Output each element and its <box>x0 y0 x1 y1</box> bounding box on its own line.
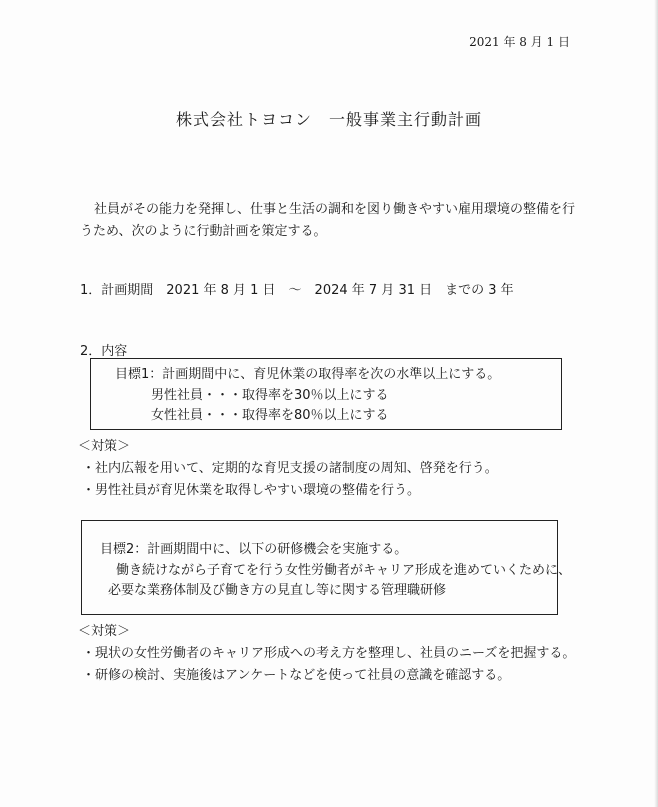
intro-line-1: 社員がその能力を発揮し、仕事と生活の調和を図り働きやすい雇用環境の整備を行 <box>94 202 576 217</box>
measures-1-item: ・男性社員が育児休業を取得しやすい環境の整備を行う。 <box>82 483 421 498</box>
measures-2-item: ・研修の検討、実施後はアンケートなどを使って社員の意識を確認する。 <box>82 668 511 683</box>
document-date: 2021 年 8 月 1 日 <box>469 35 570 49</box>
goal-1-female-target: 女性社員・・・取得率を80％以上にする <box>151 408 389 423</box>
goal-2-line-3: 必要な業務体制及び働き方の見直し等に関する管理職研修 <box>108 583 447 598</box>
plan-period: 1．計画期間 2021 年 8 月 1 日 ～ 2024 年 7 月 31 日 までの 3 年 <box>80 283 514 298</box>
measures-1 <box>78 436 498 502</box>
goal-2-box <box>81 520 572 615</box>
document-title: 株式会社トヨコン 一般事業主行動計画 <box>175 110 482 129</box>
goal-1-male-target: 男性社員・・・取得率を30％以上にする <box>151 388 389 403</box>
intro-line-2: うため、次のように行動計画を策定する。 <box>80 224 327 239</box>
goal-2-line-2: 働き続けながら子育てを行う女性労働者がキャリア形成を進めていくために、 <box>116 563 572 578</box>
measures-1-heading: ＜対策＞ <box>78 439 131 454</box>
goal-1-box <box>90 358 562 430</box>
measures-2 <box>78 621 575 687</box>
content-heading: 2．内容 <box>80 344 128 359</box>
goal-2-heading: 目標2：計画期間中に、以下の研修機会を実施する。 <box>100 542 408 557</box>
measures-2-heading: ＜対策＞ <box>78 624 131 639</box>
measures-2-item: ・現状の女性労働者のキャリア形成への考え方を整理し、社員のニーズを把握する。 <box>82 646 576 661</box>
measures-1-item: ・社内広報を用いて、定期的な育児支援の諸制度の周知、啓発を行う。 <box>82 461 498 476</box>
intro-paragraph <box>80 199 575 243</box>
goal-1-heading: 目標1：計画期間中に、育児休業の取得率を次の水準以上にする。 <box>115 367 501 382</box>
